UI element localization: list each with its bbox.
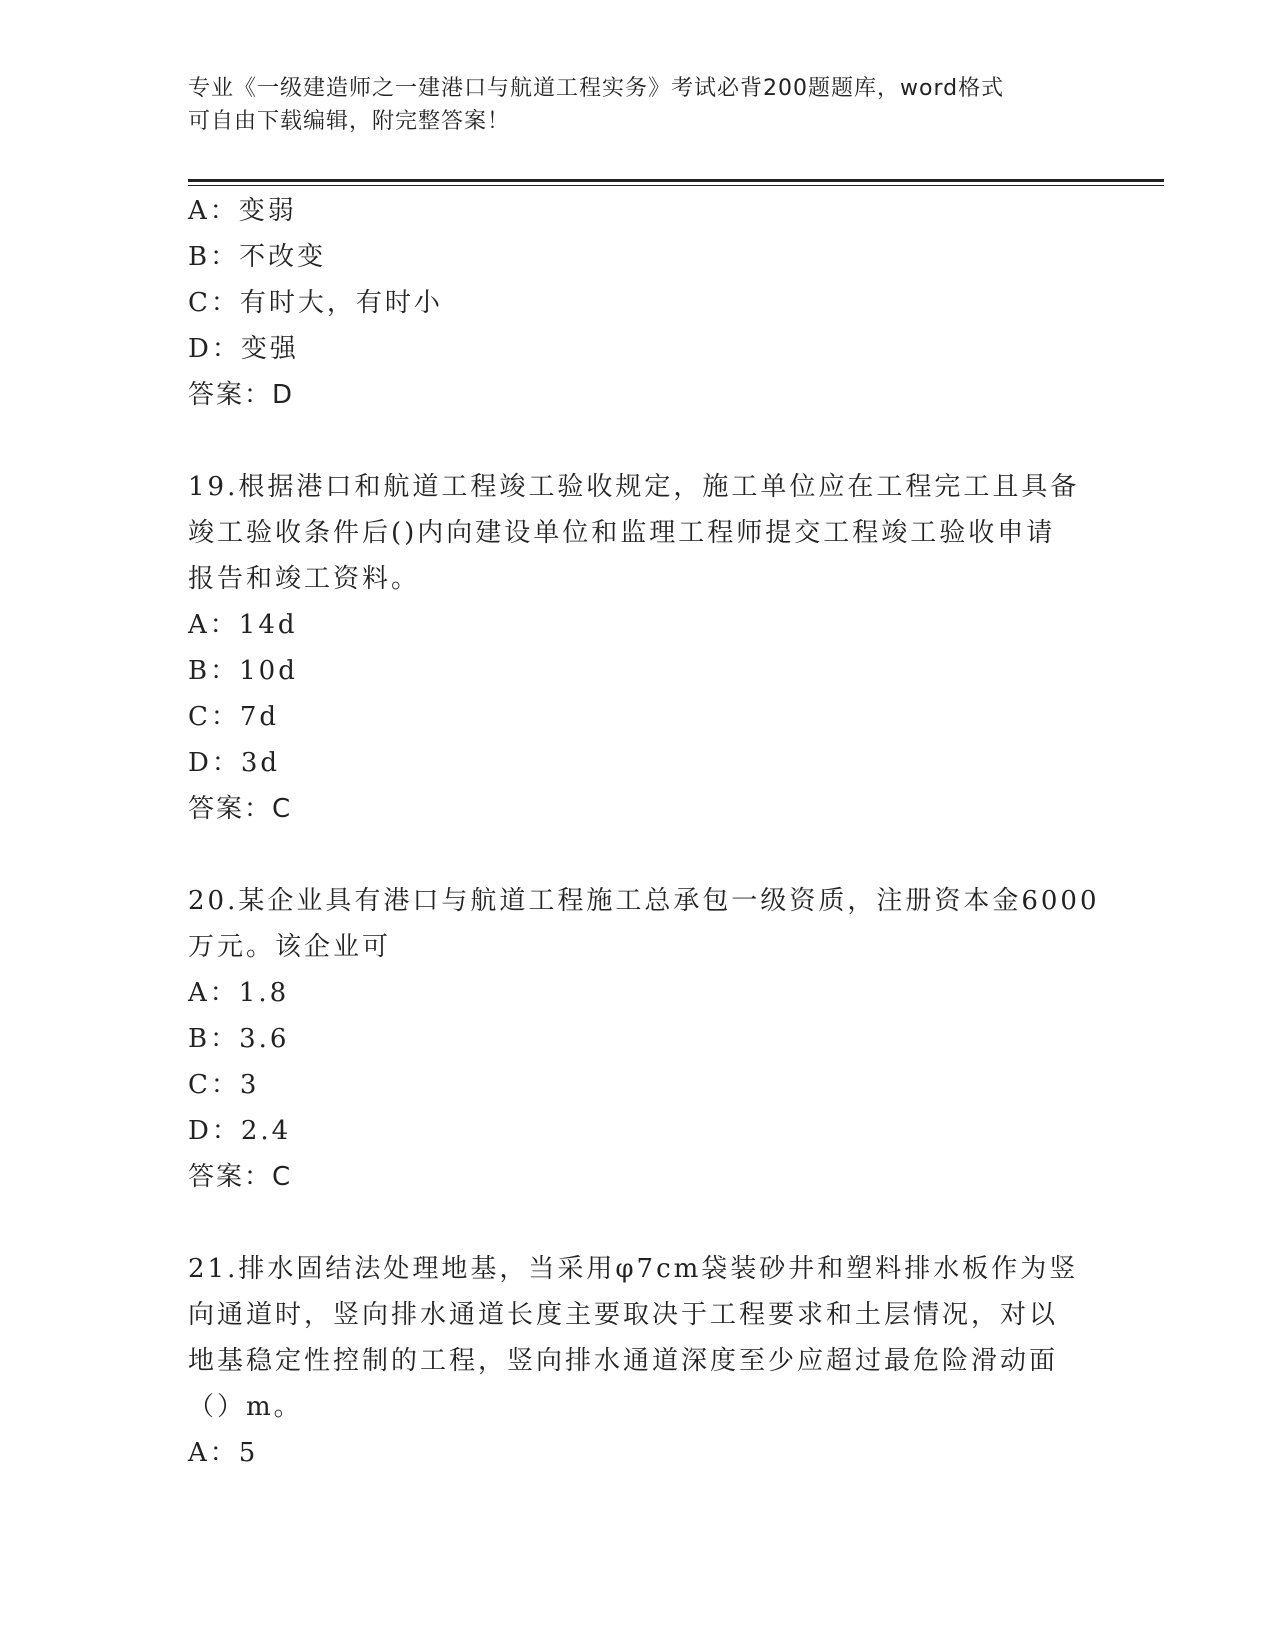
question-text-line: 向通道时，竖向排水通道长度主要取决于工程要求和土层情况，对以 bbox=[188, 1300, 1059, 1330]
header-line-1: 专业《一级建造师之一建港口与航道工程实务》考试必背200题题库，word格式 bbox=[188, 76, 1005, 101]
option-d: D：2.4 bbox=[188, 1116, 292, 1146]
answer: 答案：C bbox=[188, 794, 293, 824]
header-divider-thick bbox=[188, 179, 1164, 182]
option-c: C：3 bbox=[188, 1070, 260, 1100]
question-21 bbox=[188, 1246, 1088, 1476]
question-text-line: 万元。该企业可 bbox=[188, 932, 392, 962]
option-b: B：3.6 bbox=[188, 1024, 290, 1054]
question-text-line: 20.某企业具有港口与航道工程施工总承包一级资质，注册资本金6000 bbox=[188, 886, 1100, 916]
header-divider-thin bbox=[188, 185, 1164, 186]
question-text-line: 报告和竣工资料。 bbox=[188, 564, 421, 594]
option-a: A：5 bbox=[188, 1438, 259, 1468]
document-header bbox=[188, 72, 1088, 138]
question-text-line: 地基稳定性控制的工程，竖向排水通道深度至少应超过最危险滑动面 bbox=[188, 1346, 1059, 1376]
option-a: A：变弱 bbox=[188, 196, 297, 226]
question-block-continued bbox=[188, 188, 1088, 418]
question-19 bbox=[188, 464, 1088, 832]
question-content bbox=[188, 188, 1100, 1476]
answer: 答案：C bbox=[188, 1162, 293, 1192]
header-line-2: 可自由下载编辑，附完整答案！ bbox=[188, 109, 511, 134]
question-text-line: 19.根据港口和航道工程竣工验收规定，施工单位应在工程完工且具备 bbox=[188, 472, 1080, 502]
option-d: D：变强 bbox=[188, 334, 299, 364]
option-b: B：不改变 bbox=[188, 242, 327, 272]
answer: 答案：D bbox=[188, 380, 295, 410]
question-text-line: 21.排水固结法处理地基，当采用φ7cm袋装砂井和塑料排水板作为竖 bbox=[188, 1254, 1079, 1284]
option-b: B：10d bbox=[188, 656, 298, 686]
option-c: C：7d bbox=[188, 702, 280, 732]
question-text-line: 竣工验收条件后()内向建设单位和监理工程师提交工程竣工验收申请 bbox=[188, 518, 1056, 548]
option-d: D：3d bbox=[188, 748, 281, 778]
question-text-line: （）m。 bbox=[188, 1392, 303, 1422]
option-a: A：1.8 bbox=[188, 978, 290, 1008]
option-c: C：有时大，有时小 bbox=[188, 288, 443, 318]
question-20 bbox=[188, 878, 1100, 1200]
option-a: A：14d bbox=[188, 610, 298, 640]
